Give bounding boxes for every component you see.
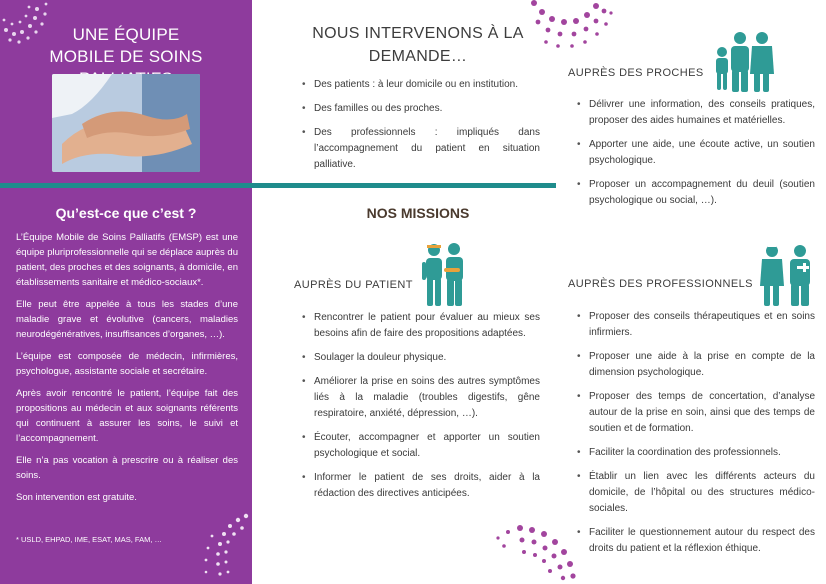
paragraph: Son intervention est gratuite. [16,492,137,503]
paragraph: L’Équipe Mobile de Soins Palliatifs (EMSP) est une équipe pluriprofessionnelle qui se déplace auprès du patient, des proches et des soignants, à domicile, en établissements sanitaire et médico-sociaux*. [16,232,238,288]
list-item: • Proposer un accompagnement du deuil (soutien psychologique ou social, …). [575,177,815,209]
intervention-title [296,22,540,68]
list-item: • Établir un lien avec les différents acteurs du domicile, de l’hôpital ou des structures médico-sociales. [575,469,815,517]
description [16,230,238,512]
list-item: • Écouter, accompagner et apporter un soutien psychologique et social. [300,430,540,462]
patient-list [300,310,540,510]
list-item: • Apporter une aide, une écoute active, un soutien psychologique. [575,137,815,169]
list-item: • Délivrer une information, des conseils pratiques, proposer des aides humaines et matérielles. [575,97,815,129]
footnote: * USLD, EHPAD, IME, ESAT, MAS, FAM, … [16,535,163,544]
paragraph: L’équipe est composée de médecin, infirmières, psychologue, assistante sociale et secrétaire. [16,351,238,377]
paragraph: Elle n’a pas vocation à prescrire ou à réaliser des soins. [16,455,238,481]
list-item: • Soulager la douleur physique. [300,350,540,366]
list-item: • Proposer des conseils thérapeutiques et en soins infirmiers. [575,309,815,341]
list-item: • Proposer une aide à la prise en compte de la dimension psychologique. [575,349,815,381]
title-line-2: MOBILE DE SOINS [49,47,203,66]
pros-list [575,309,815,565]
divider [252,183,556,188]
decorative-dots-icon [158,512,252,584]
divider [0,183,252,188]
hands-illustration [52,74,200,172]
list-item: • Faciliter la coordination des professionnels. [575,445,815,461]
intervention-title-line-2: DEMANDE… [368,48,468,65]
doctor-nurse-icon [758,242,816,308]
intervention-title-line-1: NOUS INTERVENONS À LA [312,25,524,42]
proches-heading: AUPRÈS DES PROCHES [568,67,704,79]
proches-list [575,97,815,217]
intervention-list [300,77,540,181]
list-item: • Améliorer la prise en soins des autres symptômes liés à la maladie (troubles digestifs, gêne respiratoire, anxiété, dépression, …). [300,374,540,422]
paragraph: Elle peut être appelée à tous les stades d’une maladie grave et évolutive (cancers, maladies neurodégénératives, insuffisances d’organes, …). [16,299,238,340]
list-item: • Proposer des temps de concertation, d’analyse autour de la prise en soin, ainsi que des temps de soutien et de formation. [575,389,815,437]
list-item: • Des familles ou des proches. [300,101,540,117]
title-line-1: UNE ÉQUIPE [72,25,180,44]
left-panel [0,0,252,584]
patient-caregiver-icon [420,240,470,310]
paragraph: Après avoir rencontré le patient, l’équipe fait des propositions au médecin et aux soignants référents qui continuent à assurer les soins, le suivi et l’accompagnement. [16,388,238,444]
patient-heading: AUPRÈS DU PATIENT [294,279,413,291]
list-item: • Informer le patient de ses droits, aider à la rédaction des directives anticipées. [300,470,540,502]
list-item: • Rencontrer le patient pour évaluer au mieux ses besoins afin de faire des propositions adaptées. [300,310,540,342]
hands-photo [52,74,200,172]
section-title-what: Qu’est-ce que c’est ? [55,205,197,221]
family-icon [712,28,778,94]
missions-title: NOS MISSIONS [366,205,470,221]
decorative-dots-icon [460,520,584,584]
list-item: • Des professionnels : impliqués dans l’accompagnement du patient en situation palliative. [300,125,540,173]
list-item: • Faciliter le questionnement autour du respect des droits du patient et la réflexion éthique. [575,525,815,557]
list-item: • Des patients : à leur domicile ou en institution. [300,77,540,93]
pros-heading: AUPRÈS DES PROFESSIONNELS [568,278,753,290]
